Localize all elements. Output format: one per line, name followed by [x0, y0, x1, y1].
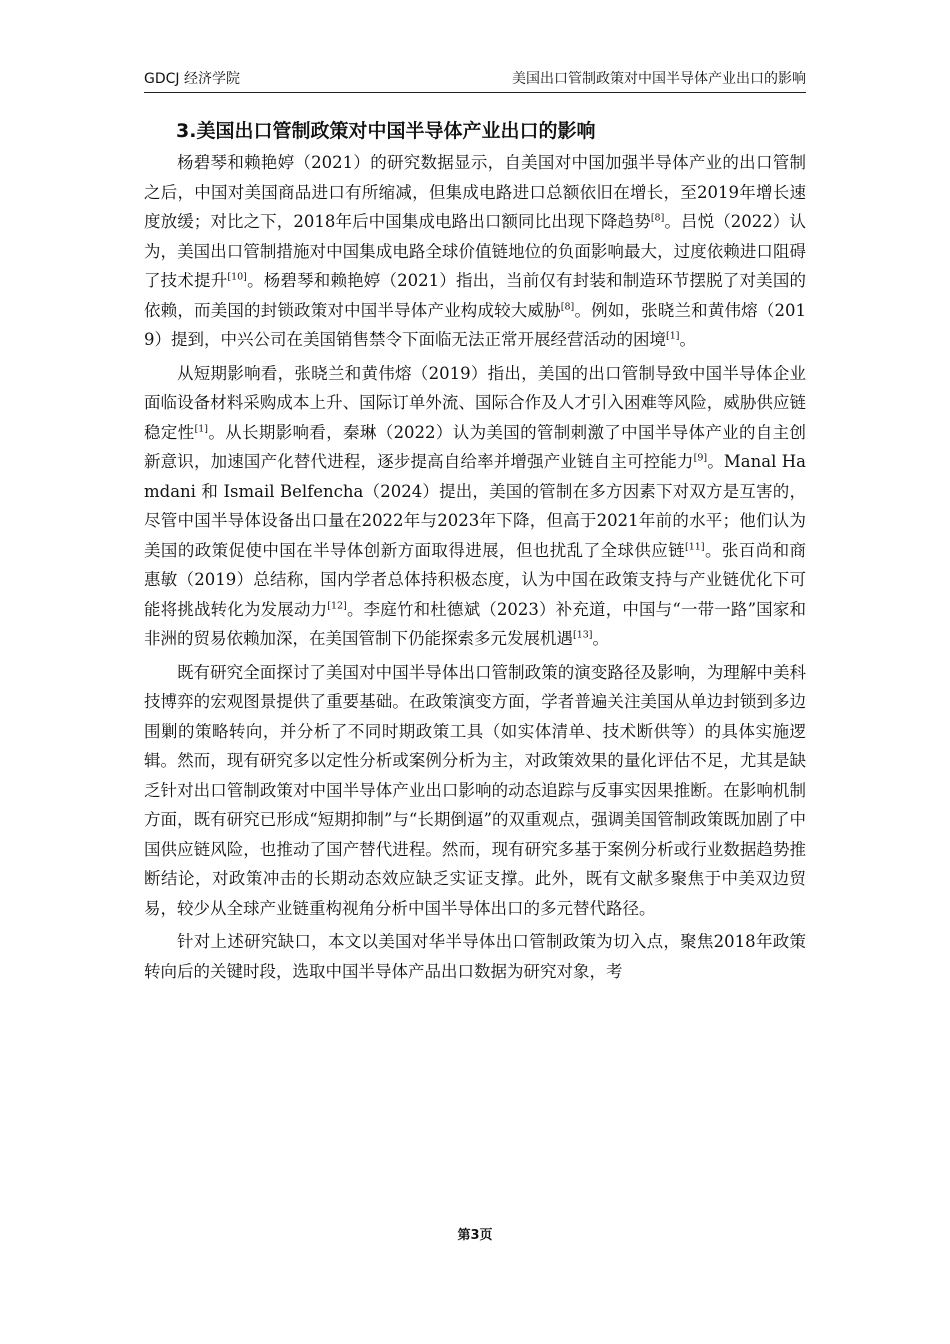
paragraph-text: 既有研究全面探讨了美国对中国半导体出口管制政策的演变路径及影响，为理解中美科技博弈的宏观图景提供了重要基础。在政策演变方面，学者普遍关注美国从单边封锁到多边围剿的策略转向，并分析了不同时期政策工具（如实体清单、技术断供等）的具体实施逻辑。然而，现有研究多以定性分析或案例分析为主，对政策效果的量化评估不足，尤其是缺乏针对出口管制政策对中国半导体产业出口影响的动态追踪与反事实因果推断。在影响机制方面，既有研究已形成“短期抑制”与“长期倒逼”的双重观点，强调美国管制政策既加剧了中国供应链风险，也推动了国产替代进程。然而，现有研究多基于案例分析或行业数据趋势推断结论，对政策冲击的长期动态效应缺乏实证支撑。此外，既有文献多聚焦于中美双边贸易，较少从全球产业链重构视角分析中国半导体出口的多元替代路径。 — [144, 662, 806, 918]
paragraph-text: 。张百尚和商惠敏（2019）总结称，国内学者总体持积极态度，认为中国在政策支持与产业链优化下可能将挑战转化为发展动力 — [144, 540, 807, 619]
citation-reference: [8] — [650, 212, 665, 224]
citation-reference: [11] — [685, 541, 705, 552]
citation-reference: [12] — [327, 600, 347, 611]
section-heading: 3.美国出口管制政策对中国半导体产业出口的影响 — [176, 120, 596, 142]
page-body — [144, 114, 806, 986]
paragraph-text: 。Manal Hamdani 和 Ismail Belfencha（2024）提出，美国的管制在多方因素下对双方是互害的，尽管中国半导体设备出口量在2022年与2023年下降，但高于2021年前的水平；他们认为美国的政策促使中国在半导体创新方面取得进展，但也扰乱了全球供应链 — [144, 452, 807, 560]
paragraph-text: 针对上述研究缺口，本文以美国对华半导体出口管制政策为切入点，聚焦2018年政策转向后的关键时段，选取中国半导体产品出口数据为研究对象，考 — [144, 932, 806, 981]
citation-reference: [1] — [194, 423, 208, 434]
paragraph-text: 杨碧琴和赖艳婷（2021）的研究数据显示，自美国对中国加强半导体产业的出口管制之后，中国对美国商品进口有所缩减，但集成电路进口总额依旧在增长，至2019年增长速度放缓；对比之下，2018年后中国集成电路出口额同比出现下降趋势 — [144, 153, 806, 231]
body-paragraph — [144, 658, 806, 924]
citation-reference: [9] — [693, 452, 708, 464]
citation-reference: [8] — [560, 301, 575, 312]
header-running-title: 美国出口管制政策对中国半导体产业出口的影响 — [512, 71, 806, 87]
paragraph-text: 。 — [679, 330, 696, 349]
body-paragraph — [144, 148, 806, 355]
header-divider — [144, 92, 806, 93]
paragraph-text: 。杨碧琴和赖艳婷（2021）指出，当前仅有封装和制造环节摆脱了对美国的依赖，而美国的封锁政策对中国半导体产业构成较大威胁 — [144, 271, 807, 320]
paragraph-text: 。李庭竹和杜德斌（2023）补充道，中国与“一带一路”国家和非洲的贸易依赖加深，在美国管制下仍能探索多元发展机遇 — [144, 599, 806, 648]
body-paragraph — [144, 927, 806, 986]
paragraph-text: 从短期影响看，张晓兰和黄伟熔（2019）指出，美国的出口管制导致中国半导体企业面临设备材料采购成本上升、国际订单外流、国际合作及人才引入困难等风险，威胁供应链稳定性 — [144, 363, 806, 442]
header-institution: GDCJ 经济学院 — [144, 71, 240, 87]
citation-reference: [13] — [573, 629, 593, 641]
citation-reference: [1] — [666, 330, 680, 342]
paragraph-text: 。 — [592, 629, 610, 648]
paragraphs-container — [144, 148, 806, 986]
citation-reference: [10] — [227, 271, 247, 283]
paragraph-text: 。吕悦（2022）认为，美国出口管制措施对中国集成电路全球价值链地位的负面影响最大，过度依赖进口阻碍了技术提升 — [144, 212, 806, 290]
page-number: 第3页 — [457, 1228, 493, 1243]
paragraph-text: 。从长期影响看，秦琳（2022）认为美国的管制刺激了中国半导体产业的自主创新意识，加速国产化替代进程，逐步提高自给率并增强产业链自主可控能力 — [144, 422, 807, 471]
body-paragraph — [144, 359, 806, 654]
paragraph-text: 。例如，张晓兰和黄伟熔（2019）提到，中兴公司在美国销售禁令下面临无法正常开展经营活动的困境 — [144, 300, 806, 349]
